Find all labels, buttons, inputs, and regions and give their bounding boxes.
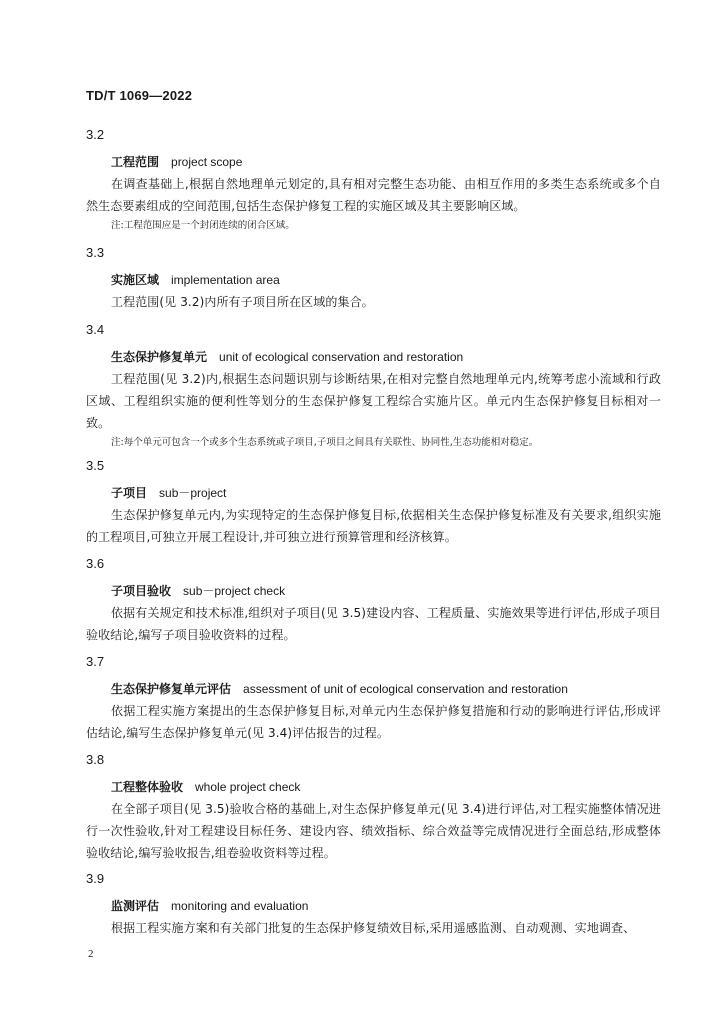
term-line (111, 485, 661, 502)
term-line (111, 898, 661, 915)
term-english: sub－project check (183, 584, 286, 598)
term-definition: 根据工程实施方案和有关部门批复的生态保护修复绩效目标,采用遥感监测、自动观测、实地调查、 (111, 921, 636, 935)
term-note: 注:每个单元可包含一个或多个生态系统或子项目,子项目之间具有关联性、协同性,生态功能相对稳定。 (111, 437, 539, 448)
term-line (111, 681, 661, 698)
term-line (111, 779, 661, 796)
term-english: monitoring and evaluation (171, 899, 309, 913)
term-note: 注:工程范围应是一个封闭连续的闭合区域。 (111, 220, 295, 231)
page-number: 2 (88, 948, 94, 960)
term-english: assessment of unit of ecological conservation and restoration (243, 682, 568, 696)
term-english: sub－project (159, 486, 227, 500)
term-chinese: 工程范围 (111, 155, 160, 169)
term-chinese: 生态保护修复单元 (111, 350, 208, 364)
clause-number: 3.4 (86, 322, 105, 337)
term-chinese: 子项目 (111, 486, 148, 500)
clause-number: 3.2 (86, 127, 105, 142)
term-english: project scope (171, 155, 243, 169)
clause-3-7 (86, 654, 661, 744)
clause-number: 3.9 (86, 871, 105, 886)
standard-code: TD/T 1069—2022 (86, 88, 193, 103)
term-english: unit of ecological conservation and restoration (219, 350, 464, 364)
term-definition: 生态保护修复单元内,为实现特定的生态保护修复目标,依据相关生态保护修复标准及有关要求,组织实施的工程项目,可独立开展工程设计,并可独立进行预算管理和经济核算。 (86, 508, 661, 544)
clause-number: 3.8 (86, 752, 105, 767)
term-definition: 工程范围(见 3.2)内所有子项目所在区域的集合。 (111, 295, 374, 309)
clause-number: 3.3 (86, 245, 105, 260)
term-english: whole project check (195, 780, 301, 794)
term-definition: 在全部子项目(见 3.5)验收合格的基础上,对生态保护修复单元(见 3.4)进行评估,对工程实施整体情况进行一次性验收,针对工程建设目标任务、建设内容、绩效指标、综合效益等完成情况进行全面总结,形成整体验收结论,编写验收报告,组卷验收资料等过程。 (86, 802, 661, 860)
clause-number: 3.5 (86, 458, 105, 473)
clause-3-5 (86, 458, 661, 548)
clause-3-2 (86, 127, 661, 233)
term-chinese: 实施区域 (111, 273, 160, 287)
term-line (111, 583, 661, 600)
term-definition: 工程范围(见 3.2)内,根据生态问题识别与诊断结果,在相对完整自然地理单元内,统筹考虑小流域和行政区域、工程组织实施的便利性等划分的生态保护修复工程综合实施片区。单元内生态保护修复目标相对一致。 (86, 372, 661, 430)
clause-3-3 (86, 245, 661, 313)
term-chinese: 子项目验收 (111, 584, 172, 598)
term-english: implementation area (171, 273, 280, 287)
clause-3-6 (86, 556, 661, 646)
clause-3-4 (86, 322, 661, 450)
clause-3-9 (86, 871, 661, 939)
term-line (111, 154, 661, 171)
term-definition: 依据工程实施方案提出的生态保护修复目标,对单元内生态保护修复措施和行动的影响进行评估,形成评估结论,编写生态保护修复单元(见 3.4)评估报告的过程。 (86, 704, 661, 740)
term-definition: 在调查基础上,根据自然地理单元划定的,具有相对完整生态功能、由相互作用的多类生态系统或多个自然生态要素组成的空间范围,包括生态保护修复工程的实施区域及其主要影响区域。 (86, 177, 661, 213)
term-chinese: 监测评估 (111, 899, 160, 913)
term-line (111, 272, 661, 289)
term-chinese: 生态保护修复单元评估 (111, 682, 232, 696)
term-chinese: 工程整体验收 (111, 780, 184, 794)
term-line (111, 349, 661, 366)
term-definition: 依据有关规定和技术标准,组织对子项目(见 3.5)建设内容、工程质量、实施效果等进行评估,形成子项目验收结论,编写子项目验收资料的过程。 (86, 606, 661, 642)
clause-number: 3.6 (86, 556, 105, 571)
clause-3-8 (86, 752, 661, 864)
clause-number: 3.7 (86, 654, 105, 669)
